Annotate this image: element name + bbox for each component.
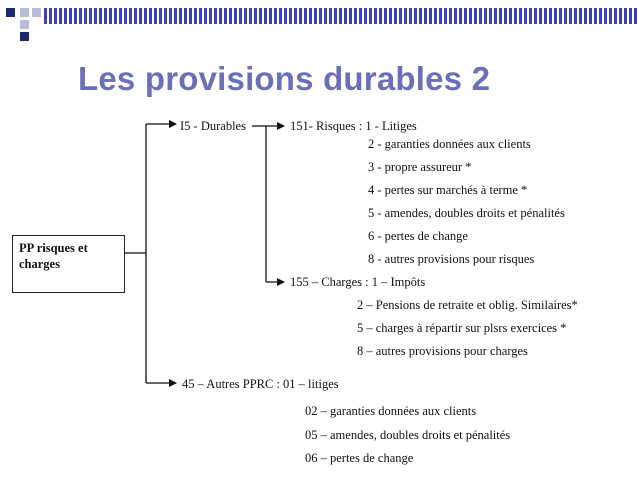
risques-item: 2 - garanties données aux clients <box>368 137 531 151</box>
node-autres-pprc-header: 45 – Autres PPRC : 01 – litiges <box>182 377 339 391</box>
autres-item: 02 – garanties données aux clients <box>305 404 477 418</box>
node-risques-header: 151- Risques : 1 - Litiges <box>290 119 417 133</box>
charges-item: 5 – charges à répartir sur plsrs exercices * <box>357 321 567 335</box>
slide-title: Les provisions durables 2 <box>78 60 491 97</box>
charges-item: 8 – autres provisions pour charges <box>357 344 528 358</box>
autres-item: 06 – pertes de change <box>305 451 414 465</box>
risques-item: 8 - autres provisions pour risques <box>368 252 535 266</box>
charges-item: 2 – Pensions de retraite et oblig. Similaires* <box>357 298 578 312</box>
risques-item: 4 - pertes sur marchés à terme * <box>368 183 528 197</box>
autres-item: 05 – amendes, doubles droits et pénalités <box>305 428 511 442</box>
risques-item: 5 - amendes, doubles droits et pénalités <box>368 206 565 220</box>
risques-item: 3 - propre assureur * <box>368 160 472 174</box>
root-box-pp-risques-charges <box>12 235 125 293</box>
root-line-1: PP risques et <box>19 241 88 255</box>
node-charges-header: 155 – Charges : 1 – Impôts <box>290 275 426 289</box>
risques-item: 6 - pertes de change <box>368 229 468 243</box>
root-line-2: charges <box>19 257 60 271</box>
node-durables: I5 - Durables <box>180 119 246 133</box>
